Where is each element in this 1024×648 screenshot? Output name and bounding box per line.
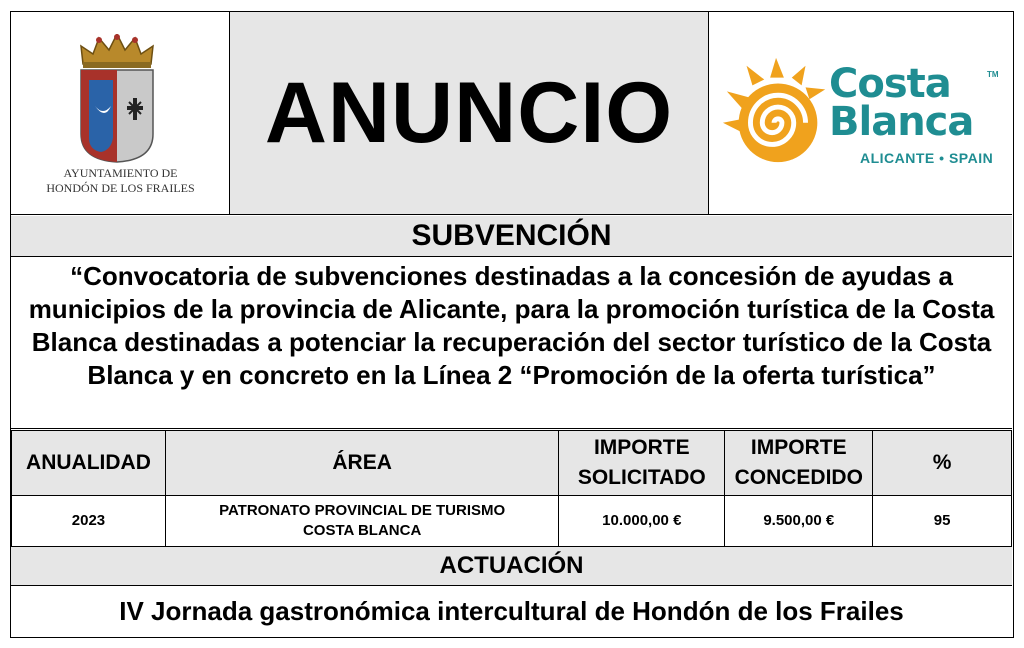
brand-tagline: ALICANTE • SPAIN [860,150,994,166]
subvencion-heading: SUBVENCIÓN [11,216,1012,257]
trademark-mark: TM [987,70,999,79]
municipality-name-line2: HONDÓN DE LOS FRAILES [46,181,195,195]
actuacion-description: IV Jornada gastronómica intercultural de Hondón de los Frailes [119,596,904,626]
actuacion-heading: ACTUACIÓN [11,546,1012,586]
grant-table [11,430,1012,547]
col-header-importe-solicitado: IMPORTE SOLICITADO [559,431,725,496]
col-header-importe-concedido: IMPORTE CONCEDIDO [725,431,873,496]
title-cell [230,12,709,214]
municipality-logo-cell [11,12,230,214]
header [11,12,1012,215]
table-header-row [12,431,1012,496]
costa-blanca-logo [709,12,1012,214]
page-title: ANUNCIO [264,64,674,161]
brand-name-line1: Costa [829,61,951,107]
cell-area: PATRONATO PROVINCIAL DE TURISMO COSTA BLANCA [165,496,558,547]
cell-importe-concedido: 9.500,00 € [725,496,873,547]
sun-spiral-icon [719,52,837,170]
col-header-area: ÁREA [165,431,558,496]
announcement-sheet [10,11,1014,638]
brand-name-line2: Blanca [829,99,974,145]
cell-percent: 95 [873,496,1012,547]
municipality-name-line1: AYUNTAMIENTO DE [63,166,178,180]
coat-of-arms-icon [77,34,157,164]
subvencion-description: “Convocatoria de subvenciones destinadas a la concesión de ayudas a municipios de la provincia de Alicante, para la promoción turística de la Costa Blanca destinadas a potenciar la recuperación del sector turístico de la Costa Blanca y en concreto en la Línea 2 “Promoción de la oferta turística” [11,257,1012,429]
cell-anualidad: 2023 [12,496,166,547]
col-header-percent: % [873,431,1012,496]
cell-importe-solicitado: 10.000,00 € [559,496,725,547]
table-row [12,496,1012,547]
col-header-anualidad: ANUALIDAD [12,431,166,496]
